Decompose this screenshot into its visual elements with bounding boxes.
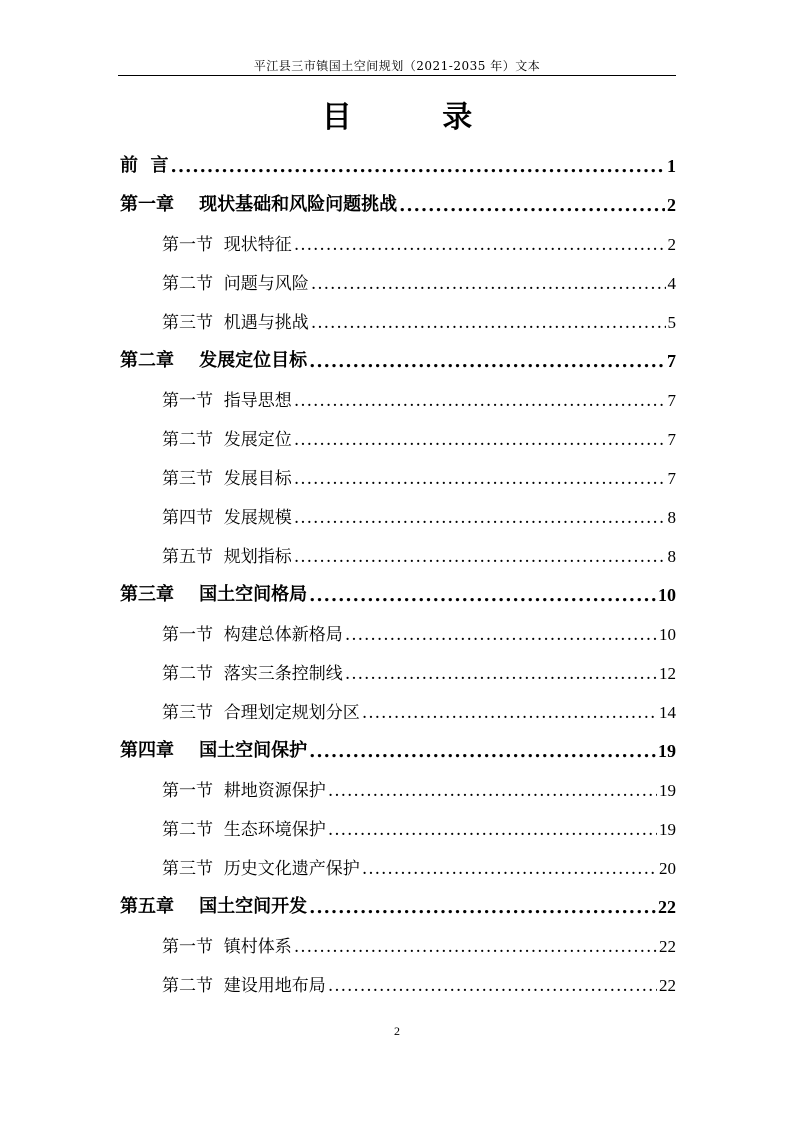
toc-page-number: 19 — [658, 741, 676, 761]
toc-section-entry[interactable] — [120, 378, 676, 417]
toc-section-entry[interactable] — [120, 261, 676, 300]
toc-section-entry[interactable] — [120, 300, 676, 339]
toc-dot-leader — [362, 703, 657, 723]
toc-dot-leader — [294, 547, 666, 567]
toc-page-number: 5 — [667, 313, 676, 332]
toc-entry-label: 第二节 建设用地布局 — [162, 976, 326, 996]
toc-section-entry[interactable] — [120, 963, 676, 1002]
toc-entry-label: 前 言 — [120, 155, 169, 176]
toc-dot-leader — [294, 937, 657, 957]
toc-dot-leader — [328, 781, 657, 801]
toc-section-entry[interactable] — [120, 924, 676, 963]
toc-dot-leader — [311, 313, 666, 333]
header-divider — [118, 75, 676, 76]
toc-entry-label: 第三节 合理划定规划分区 — [162, 703, 360, 723]
toc-entry-label: 第一节 耕地资源保护 — [162, 781, 326, 801]
toc-page-number: 19 — [659, 820, 676, 839]
toc-chapter-entry[interactable] — [120, 573, 676, 612]
toc-dot-leader — [362, 859, 657, 879]
toc-section-entry[interactable] — [120, 534, 676, 573]
toc-page-number: 22 — [659, 976, 676, 995]
toc-section-entry[interactable] — [120, 651, 676, 690]
toc-dot-leader — [294, 508, 666, 528]
toc-chapter-entry[interactable] — [120, 885, 676, 924]
toc-dot-leader — [309, 897, 656, 918]
toc-dot-leader — [328, 820, 657, 840]
toc-section-entry[interactable] — [120, 768, 676, 807]
toc-entry-label: 第三节 历史文化遗产保护 — [162, 859, 360, 879]
toc-page-number: 10 — [659, 625, 676, 644]
toc-section-entry[interactable] — [120, 846, 676, 885]
toc-page-number: 22 — [659, 937, 676, 956]
toc-entry-label: 第五章 国土空间开发 — [120, 896, 308, 917]
toc-section-entry[interactable] — [120, 222, 676, 261]
toc-chapter-entry[interactable] — [120, 729, 676, 768]
toc-chapter-entry[interactable] — [120, 339, 676, 378]
toc-chapter-entry[interactable] — [120, 144, 676, 183]
toc-section-entry[interactable] — [120, 495, 676, 534]
toc-page-number: 1 — [667, 156, 676, 176]
toc-entry-label: 第二节 落实三条控制线 — [162, 664, 343, 684]
toc-page-number: 2 — [667, 195, 676, 215]
toc-page-number: 7 — [667, 469, 676, 488]
toc-entry-label: 第一节 构建总体新格局 — [162, 625, 343, 645]
toc-entry-label: 第二节 问题与风险 — [162, 274, 309, 294]
toc-entry-label: 第三节 发展目标 — [162, 469, 292, 489]
toc-entry-label: 第二节 生态环境保护 — [162, 820, 326, 840]
toc-entry-label: 第五节 规划指标 — [162, 547, 292, 567]
toc-entry-label: 第三节 机遇与挑战 — [162, 313, 309, 333]
toc-dot-leader — [345, 625, 657, 645]
page-number: 2 — [394, 1024, 400, 1038]
toc-dot-leader — [171, 156, 665, 177]
toc-page-number: 2 — [667, 235, 676, 254]
toc-dot-leader — [294, 391, 666, 411]
toc-entry-label: 第一章 现状基础和风险问题挑战 — [120, 194, 398, 215]
toc-dot-leader — [309, 741, 656, 762]
toc-dot-leader — [328, 976, 657, 996]
toc-page-number: 10 — [658, 585, 676, 605]
toc-page-number: 14 — [659, 703, 676, 722]
toc-entry-label: 第三章 国土空间格局 — [120, 584, 308, 605]
toc-dot-leader — [294, 469, 666, 489]
toc-entry-label: 第四节 发展规模 — [162, 508, 292, 528]
toc-page-number: 7 — [667, 430, 676, 449]
toc-page-number: 12 — [659, 664, 676, 683]
toc-page-number: 20 — [659, 859, 676, 878]
toc-page-number: 19 — [659, 781, 676, 800]
toc-dot-leader — [309, 585, 656, 606]
toc-page-number: 7 — [667, 391, 676, 410]
running-header: 平江县三市镇国土空间规划（2021-2035 年）文本 — [253, 59, 541, 73]
toc-dot-leader — [294, 235, 666, 255]
toc-dot-leader — [311, 274, 666, 294]
toc-entry-label: 第四章 国土空间保护 — [120, 740, 308, 761]
toc-entry-label: 第一节 现状特征 — [162, 235, 292, 255]
toc-dot-leader — [309, 351, 665, 372]
toc-entry-label: 第一节 镇村体系 — [162, 937, 292, 957]
toc-section-entry[interactable] — [120, 417, 676, 456]
toc-dot-leader — [294, 430, 666, 450]
table-of-contents — [120, 144, 676, 1002]
toc-section-entry[interactable] — [120, 456, 676, 495]
toc-page-number: 22 — [658, 897, 676, 917]
toc-entry-label: 第一节 指导思想 — [162, 391, 292, 411]
toc-page-number: 8 — [667, 547, 676, 566]
toc-section-entry[interactable] — [120, 690, 676, 729]
toc-section-entry[interactable] — [120, 612, 676, 651]
toc-page-number: 4 — [667, 274, 676, 293]
page-title: 目 录 — [321, 100, 513, 135]
toc-page-number: 8 — [667, 508, 676, 527]
toc-entry-label: 第二节 发展定位 — [162, 430, 292, 450]
toc-chapter-entry[interactable] — [120, 183, 676, 222]
toc-entry-label: 第二章 发展定位目标 — [120, 350, 308, 371]
toc-dot-leader — [345, 664, 657, 684]
toc-page-number: 7 — [667, 351, 676, 371]
toc-dot-leader — [399, 195, 665, 216]
toc-section-entry[interactable] — [120, 807, 676, 846]
